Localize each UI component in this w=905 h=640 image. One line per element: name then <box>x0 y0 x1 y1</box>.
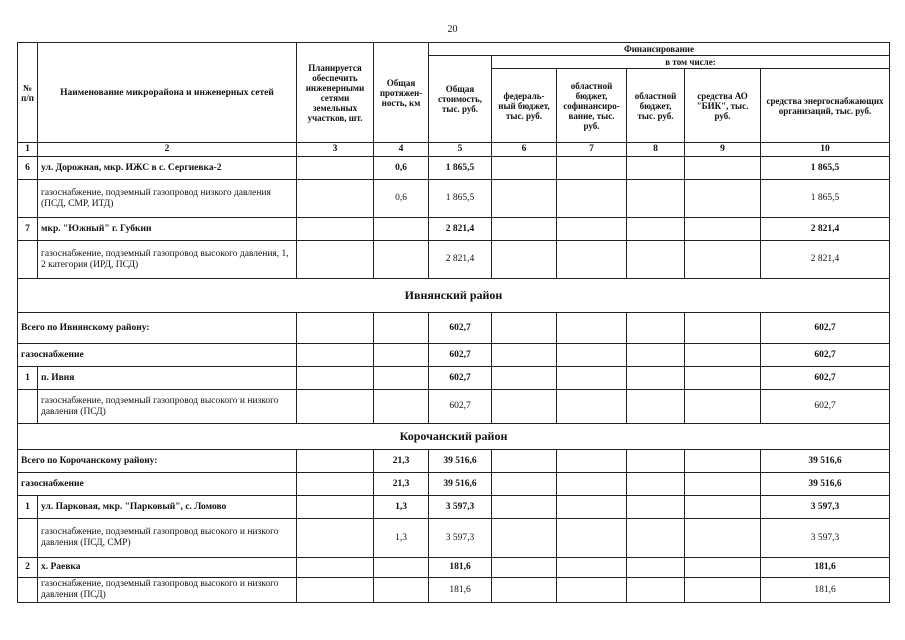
row-name: газоснабжение, подземный газопровод высокого и низкого давления (ПСД) <box>38 578 297 603</box>
regional-cofin-cell <box>557 558 627 578</box>
cost-cell: 39 516,6 <box>429 473 492 496</box>
total-row <box>18 344 890 367</box>
cost-cell: 602,7 <box>429 367 492 390</box>
length-cell <box>374 578 429 603</box>
column-number: 10 <box>761 143 890 157</box>
energy-cell: 39 516,6 <box>761 450 890 473</box>
column-number: 3 <box>297 143 374 157</box>
cost-cell: 2 821,4 <box>429 218 492 241</box>
district-title: Корочанский район <box>18 424 890 450</box>
column-number: 9 <box>685 143 761 157</box>
energy-cell: 181,6 <box>761 578 890 603</box>
energy-cell: 3 597,3 <box>761 496 890 519</box>
planned-cell <box>297 390 374 424</box>
header-cost: Общая стоимость, тыс. руб. <box>429 56 492 143</box>
row-name: газоснабжение <box>18 473 297 496</box>
regional-cell <box>627 473 685 496</box>
length-cell <box>374 344 429 367</box>
bik-cell <box>685 578 761 603</box>
bik-cell <box>685 450 761 473</box>
table-row <box>18 241 890 279</box>
energy-cell: 1 865,5 <box>761 180 890 218</box>
row-name: газоснабжение <box>18 344 297 367</box>
column-number: 8 <box>627 143 685 157</box>
regional-cofin-cell <box>557 473 627 496</box>
federal-cell <box>492 313 557 344</box>
planned-cell <box>297 313 374 344</box>
federal-cell <box>492 473 557 496</box>
energy-cell: 3 597,3 <box>761 519 890 558</box>
bik-cell <box>685 519 761 558</box>
row-name: газоснабжение, подземный газопровод высокого и низкого давления (ПСД, СМР) <box>38 519 297 558</box>
planned-cell <box>297 367 374 390</box>
regional-cell <box>627 218 685 241</box>
row-name: газоснабжение, подземный газопровод высокого давления, 1, 2 категория (ИРД, ПСД) <box>38 241 297 279</box>
regional-cell <box>627 180 685 218</box>
header-federal: федераль-ный бюджет, тыс. руб. <box>492 69 557 143</box>
district-row <box>18 424 890 450</box>
row-number <box>18 390 38 424</box>
length-cell: 0,6 <box>374 157 429 180</box>
row-number: 6 <box>18 157 38 180</box>
length-cell: 1,3 <box>374 496 429 519</box>
row-name: мкр. "Южный" г. Губкин <box>38 218 297 241</box>
bik-cell <box>685 241 761 279</box>
table-row <box>18 180 890 218</box>
row-number <box>18 578 38 603</box>
energy-cell: 602,7 <box>761 344 890 367</box>
federal-cell <box>492 496 557 519</box>
regional-cofin-cell <box>557 390 627 424</box>
bik-cell <box>685 496 761 519</box>
regional-cofin-cell <box>557 180 627 218</box>
bik-cell <box>685 313 761 344</box>
regional-cell <box>627 496 685 519</box>
row-name: п. Ивня <box>38 367 297 390</box>
federal-cell <box>492 157 557 180</box>
energy-cell: 181,6 <box>761 558 890 578</box>
row-name: х. Раевка <box>38 558 297 578</box>
regional-cell <box>627 241 685 279</box>
bik-cell <box>685 390 761 424</box>
table-row <box>18 519 890 558</box>
row-name: газоснабжение, подземный газопровод низкого давления (ПСД, СМР, ИТД) <box>38 180 297 218</box>
regional-cofin-cell <box>557 313 627 344</box>
header-length: Общая протяжен-ность, км <box>374 43 429 143</box>
row-number: 2 <box>18 558 38 578</box>
bik-cell <box>685 473 761 496</box>
header-financing: Финансирование <box>429 43 890 56</box>
energy-cell: 602,7 <box>761 390 890 424</box>
federal-cell <box>492 390 557 424</box>
bik-cell <box>685 180 761 218</box>
regional-cofin-cell <box>557 241 627 279</box>
length-cell: 1,3 <box>374 519 429 558</box>
table-row <box>18 578 890 603</box>
regional-cofin-cell <box>557 344 627 367</box>
energy-cell: 1 865,5 <box>761 157 890 180</box>
regional-cell <box>627 558 685 578</box>
federal-cell <box>492 344 557 367</box>
planned-cell <box>297 241 374 279</box>
federal-cell <box>492 519 557 558</box>
planned-cell <box>297 558 374 578</box>
row-name: Всего по Корочанскому району: <box>18 450 297 473</box>
regional-cell <box>627 390 685 424</box>
cost-cell: 1 865,5 <box>429 157 492 180</box>
bik-cell <box>685 344 761 367</box>
regional-cofin-cell <box>557 367 627 390</box>
financing-table <box>17 42 890 603</box>
regional-cell <box>627 344 685 367</box>
length-cell <box>374 218 429 241</box>
total-row <box>18 313 890 344</box>
planned-cell <box>297 450 374 473</box>
regional-cell <box>627 313 685 344</box>
energy-cell: 2 821,4 <box>761 218 890 241</box>
table-row <box>18 157 890 180</box>
regional-cofin-cell <box>557 450 627 473</box>
regional-cofin-cell <box>557 157 627 180</box>
district-row <box>18 279 890 313</box>
district-title: Ивнянский район <box>18 279 890 313</box>
cost-cell: 602,7 <box>429 344 492 367</box>
header-bik: средства АО "БИК", тыс. руб. <box>685 69 761 143</box>
row-number <box>18 241 38 279</box>
planned-cell <box>297 344 374 367</box>
planned-cell <box>297 473 374 496</box>
row-number: 1 <box>18 367 38 390</box>
row-name: газоснабжение, подземный газопровод высокого и низкого давления (ПСД) <box>38 390 297 424</box>
length-cell: 21,3 <box>374 473 429 496</box>
regional-cell <box>627 157 685 180</box>
regional-cofin-cell <box>557 578 627 603</box>
row-number: 7 <box>18 218 38 241</box>
header-planned: Планируется обеспечить инженерными сетями земельных участков, шт. <box>297 43 374 143</box>
header-including: в том числе: <box>492 56 890 69</box>
regional-cell <box>627 519 685 558</box>
length-cell <box>374 390 429 424</box>
federal-cell <box>492 367 557 390</box>
bik-cell <box>685 157 761 180</box>
table-row <box>18 390 890 424</box>
federal-cell <box>492 578 557 603</box>
header-regional: областной бюджет, тыс. руб. <box>627 69 685 143</box>
column-number: 4 <box>374 143 429 157</box>
column-number: 6 <box>492 143 557 157</box>
energy-cell: 602,7 <box>761 313 890 344</box>
length-cell <box>374 241 429 279</box>
length-cell <box>374 367 429 390</box>
cost-cell: 39 516,6 <box>429 450 492 473</box>
header-regional-cofin: областной бюджет, софинансиро-вание, тыс. руб. <box>557 69 627 143</box>
row-name: Всего по Ивнянскому району: <box>18 313 297 344</box>
length-cell: 21,3 <box>374 450 429 473</box>
total-row <box>18 473 890 496</box>
column-number-row <box>18 143 890 157</box>
length-cell: 0,6 <box>374 180 429 218</box>
header-name: Наименование микрорайона и инженерных сетей <box>38 43 297 143</box>
bik-cell <box>685 558 761 578</box>
cost-cell: 2 821,4 <box>429 241 492 279</box>
table-row <box>18 367 890 390</box>
length-cell <box>374 558 429 578</box>
planned-cell <box>297 180 374 218</box>
bik-cell <box>685 218 761 241</box>
federal-cell <box>492 241 557 279</box>
energy-cell: 39 516,6 <box>761 473 890 496</box>
column-number: 1 <box>18 143 38 157</box>
planned-cell <box>297 496 374 519</box>
table-row <box>18 496 890 519</box>
regional-cell <box>627 367 685 390</box>
federal-cell <box>492 450 557 473</box>
column-number: 5 <box>429 143 492 157</box>
cost-cell: 181,6 <box>429 558 492 578</box>
header-num: № п/п <box>18 43 38 143</box>
energy-cell: 602,7 <box>761 367 890 390</box>
page-number: 20 <box>447 24 458 35</box>
table-row <box>18 218 890 241</box>
header-energy: средства энергоснабжающих организаций, тыс. руб. <box>761 69 890 143</box>
row-number <box>18 180 38 218</box>
column-number: 2 <box>38 143 297 157</box>
regional-cofin-cell <box>557 218 627 241</box>
planned-cell <box>297 157 374 180</box>
table-row <box>18 558 890 578</box>
row-name: ул. Дорожная, мкр. ИЖС в с. Сергиевка-2 <box>38 157 297 180</box>
row-number <box>18 519 38 558</box>
regional-cofin-cell <box>557 519 627 558</box>
planned-cell <box>297 519 374 558</box>
regional-cell <box>627 450 685 473</box>
federal-cell <box>492 558 557 578</box>
total-row <box>18 450 890 473</box>
column-number: 7 <box>557 143 627 157</box>
bik-cell <box>685 367 761 390</box>
energy-cell: 2 821,4 <box>761 241 890 279</box>
cost-cell: 181,6 <box>429 578 492 603</box>
cost-cell: 1 865,5 <box>429 180 492 218</box>
cost-cell: 3 597,3 <box>429 519 492 558</box>
regional-cofin-cell <box>557 496 627 519</box>
cost-cell: 602,7 <box>429 313 492 344</box>
row-name: ул. Парковая, мкр. "Парковый", с. Ломово <box>38 496 297 519</box>
cost-cell: 3 597,3 <box>429 496 492 519</box>
planned-cell <box>297 578 374 603</box>
federal-cell <box>492 218 557 241</box>
planned-cell <box>297 218 374 241</box>
federal-cell <box>492 180 557 218</box>
length-cell <box>374 313 429 344</box>
row-number: 1 <box>18 496 38 519</box>
regional-cell <box>627 578 685 603</box>
cost-cell: 602,7 <box>429 390 492 424</box>
